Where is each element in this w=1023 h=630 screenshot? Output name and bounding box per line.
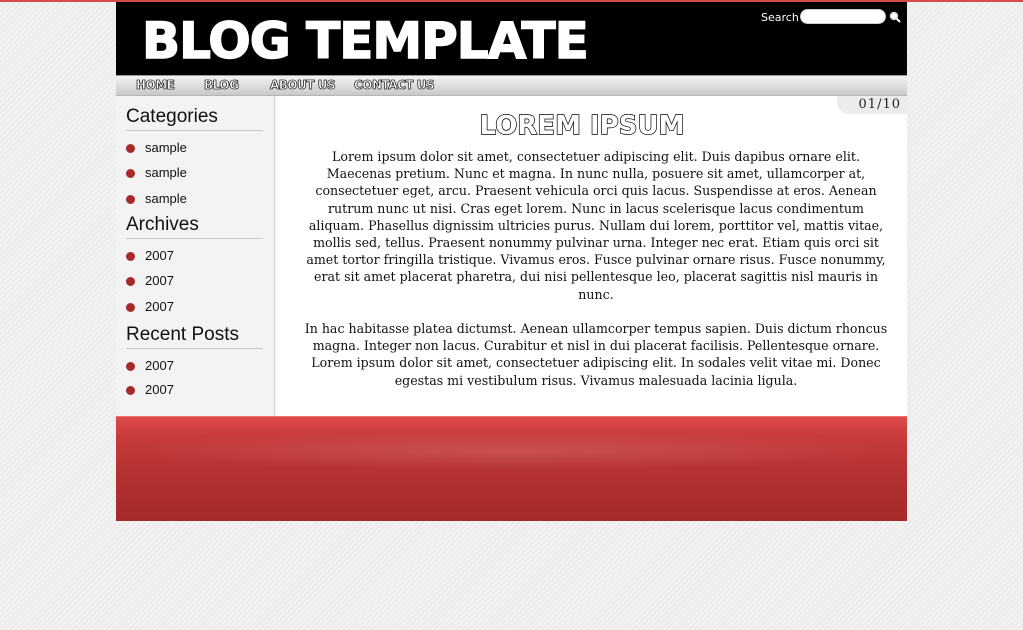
header [116, 2, 907, 75]
search-input[interactable] [800, 9, 886, 24]
bullet-icon [126, 303, 135, 312]
nav-about-us[interactable]: ABOUT US [270, 78, 336, 92]
main-content [276, 96, 907, 416]
archives-heading: Archives [126, 214, 263, 239]
category-item[interactable] [126, 140, 266, 156]
category-label: sample [145, 191, 187, 206]
bullet-icon [126, 195, 135, 204]
recent-post-item[interactable] [126, 382, 266, 398]
recent-post-item[interactable] [126, 358, 266, 374]
post-paragraph: Lorem ipsum dolor sit amet, consectetuer adipiscing elit. Duis dapibus ornare elit. Maecenas pretium. Nunc et magna. In nunc nulla, posuere sit amet, ullamcorper at, consectetuer eget, arcu. Praesent vehicula orci quis lacus. Suspendisse at eros. Aenean rutrum nunc ut nisi. Cras eget lorem. Nunc in lacus scelerisque lacus condimentum aliquam. Phasellus dignissim ultricies purus. Nullam dui lorem, porttitor vel, mattis vitae, mollis sed, tellus. Praesent nonummy pulvinar urna. Integer nec erat. Etiam quis orci sit amet tortor fringilla tristique. Vivamus eros. Fusce pulvinar ornare risus. Fusce nonummy, erat sit amet placerat pharetra, dui nisi pellentesque leo, placerat sagittis nisl mauris in nunc. [306, 149, 886, 302]
bullet-icon [126, 169, 135, 178]
page-wrapper [116, 2, 907, 521]
search-icon[interactable] [889, 11, 901, 23]
footer-gloss [116, 431, 907, 471]
archive-item[interactable] [126, 299, 266, 315]
post-paragraph: In hac habitasse platea dictumst. Aenean ullamcorper tempus sapien. Duis dictum rhoncus magna. Integer non lacus. Curabitur et nisl in dui placerat facilisis. Pellentesque ornare. Lorem ipsum dolor sit amet, consectetuer adipiscing elit. In sodales velit vitae mi. Donec egestas mi vestibulum risus. Vivamus malesuada lacinia ligula. [304, 321, 888, 388]
archive-item[interactable] [126, 273, 266, 289]
categories-heading: Categories [126, 106, 263, 131]
logo-text: BLOG TEMPLATE [142, 12, 588, 70]
category-label: sample [145, 140, 187, 155]
nav-home[interactable]: HOME [136, 78, 175, 92]
recent-posts-heading: Recent Posts [126, 324, 263, 349]
post-title-text: LOREM IPSUM [479, 111, 685, 141]
sidebar [116, 96, 275, 416]
post-title [276, 106, 888, 140]
main-nav [116, 75, 907, 96]
bullet-icon [126, 252, 135, 261]
archive-label: 2007 [145, 273, 174, 288]
bullet-icon [126, 386, 135, 395]
recent-post-label: 2007 [145, 358, 174, 373]
category-label: sample [145, 165, 187, 180]
recent-post-label: 2007 [145, 382, 174, 397]
archive-item[interactable] [126, 248, 266, 264]
nav-blog[interactable]: BLOG [204, 78, 239, 92]
page-indicator: 01/10 [837, 96, 907, 114]
footer [116, 416, 907, 521]
site-logo[interactable] [140, 10, 588, 70]
bullet-icon [126, 362, 135, 371]
archive-label: 2007 [145, 299, 174, 314]
category-item[interactable] [126, 165, 266, 181]
archive-label: 2007 [145, 248, 174, 263]
search-label: Search [761, 11, 799, 24]
category-item[interactable] [126, 191, 266, 207]
bullet-icon [126, 144, 135, 153]
bullet-icon [126, 277, 135, 286]
nav-contact-us[interactable]: CONTACT US [354, 78, 435, 92]
